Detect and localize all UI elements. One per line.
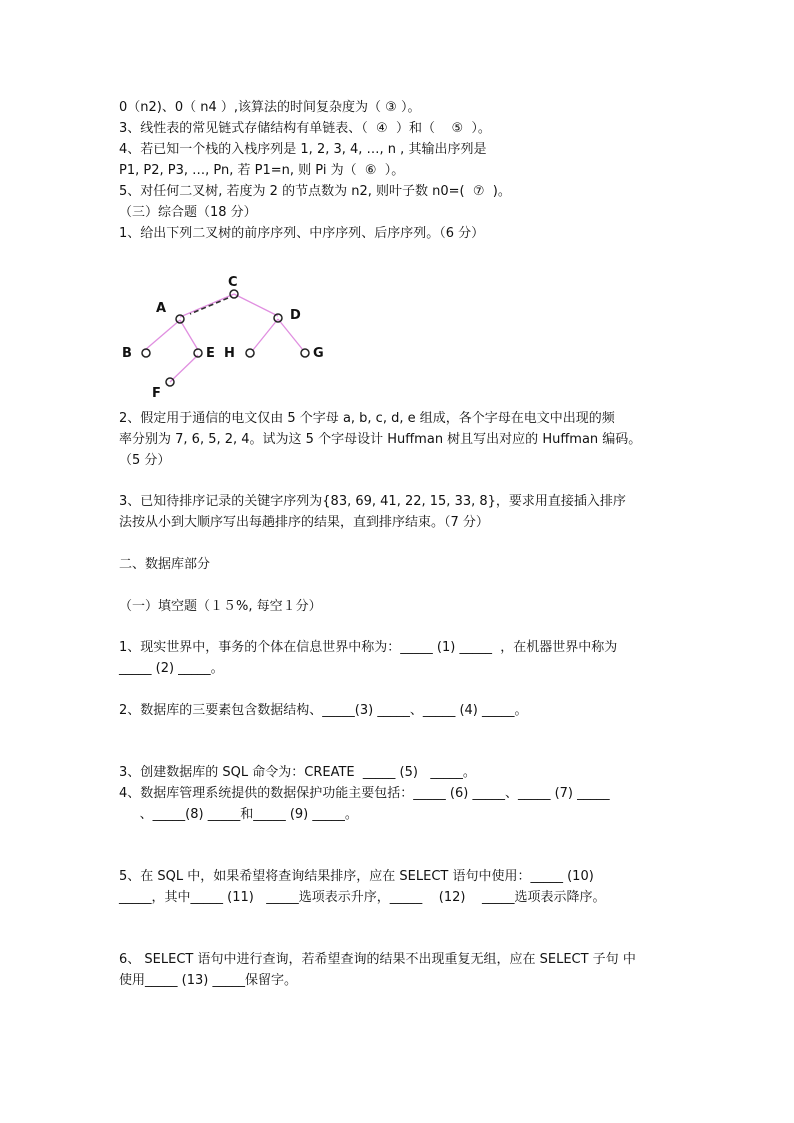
db-question-5: 5、在 SQL 中，如果希望将查询结果排序，应在 SELECT 语句中使用：_____ (10) [119, 869, 594, 884]
tree-edge-scribble [190, 298, 228, 314]
tree-edge-d-g [278, 319, 303, 350]
db-question-1-cont: _____ (2) _____。 [119, 661, 224, 676]
tree-node-b [142, 349, 150, 357]
tree-label-a: A [156, 301, 167, 316]
comprehensive-question-1: 1、给出下列二叉树的前序序列、中序序列、后序序列。（6 分） [119, 226, 485, 241]
tree-label-b: B [122, 346, 132, 361]
tree-label-h: H [224, 346, 235, 361]
comprehensive-question-3: 3、已知待排序记录的关键字序列为{83, 69, 41, 22, 15, 33, 8}，要求用直接插入排序 [119, 494, 626, 509]
tree-edge-a-e [180, 320, 198, 350]
tree-label-c: C [228, 275, 238, 290]
question-5-binary-tree: 5、对任何二叉树, 若度为 2 的节点数为 n2, 则叶子数 n0=( ⑦ )。 [119, 184, 511, 199]
tree-edge-c-a [180, 294, 234, 317]
section-database-title: 二、数据库部分 [119, 557, 211, 572]
comprehensive-question-2-score: （5 分） [119, 453, 171, 468]
tree-node-g [301, 349, 309, 357]
tree-label-g: G [313, 346, 324, 361]
section-comprehensive-title: （三）综合题（18 分） [119, 205, 257, 220]
db-question-4: 4、数据库管理系统提供的数据保护功能主要包括：_____ (6) _____、_____ (7) _____ [119, 786, 610, 801]
binary-tree-figure [110, 262, 340, 406]
db-question-3: 3、创建数据库的 SQL 命令为：CREATE _____ (5) _____。 [119, 765, 476, 780]
tree-label-d: D [290, 308, 301, 323]
text-line-complexity: 0（n2)、0（ n4 ）,该算法的时间复杂度为（ ③ ）。 [119, 100, 421, 115]
comprehensive-question-3-cont: 法按从小到大顺序写出每趟排序的结果，直到排序结束。（7 分） [119, 515, 489, 530]
db-question-6-cont: 使用_____ (13) _____保留字。 [119, 973, 297, 988]
section-fill-blank-title: （一）填空题（１５%, 每空１分） [119, 599, 322, 614]
question-4-stack-cont: P1, P2, P3, …, Pn, 若 P1=n, 则 Pi 为（ ⑥ ）。 [119, 163, 405, 178]
tree-edge-a-b [145, 320, 180, 350]
db-question-1: 1、现实世界中，事务的个体在信息世界中称为：_____ (1) _____ ，在机器世界中称为 [119, 640, 618, 655]
db-question-4-cont: 、_____(8) _____和_____ (9) _____。 [119, 807, 358, 822]
comprehensive-question-2: 2、假定用于通信的电文仅由 5 个字母 a, b, c, d, e 组成，各个字母在电文中出现的频 [119, 411, 615, 426]
question-3-linked-list: 3、线性表的常见链式存储结构有单链表、（ ④ ）和（ ⑤ ）。 [119, 121, 491, 136]
comprehensive-question-2-cont: 率分别为 7, 6, 5, 2, 4。试为这 5 个字母设计 Huffman 树且写出对应的 Huffman 编码。 [119, 432, 642, 447]
tree-label-e: E [206, 346, 215, 361]
tree-edge-d-h [253, 319, 278, 350]
tree-edge-c-d [234, 294, 278, 316]
question-4-stack: 4、若已知一个栈的入栈序列是 1, 2, 3, 4, …, n , 其输出序列是 [119, 142, 487, 157]
tree-label-f: F [152, 386, 161, 401]
db-question-2: 2、数据库的三要素包含数据结构、_____(3) _____、_____ (4) _____。 [119, 703, 528, 718]
tree-node-h [246, 349, 254, 357]
tree-node-d [274, 314, 282, 322]
db-question-6: 6、 SELECT 语句中进行查询，若希望查询的结果不出现重复无组，应在 SELECT 子句 中 [119, 952, 636, 967]
db-question-5-cont: _____，其中_____ (11) _____选项表示升序，_____ (12) _____选项表示降序。 [119, 890, 606, 905]
tree-node-a [176, 315, 184, 323]
tree-edge-e-f [170, 355, 198, 382]
